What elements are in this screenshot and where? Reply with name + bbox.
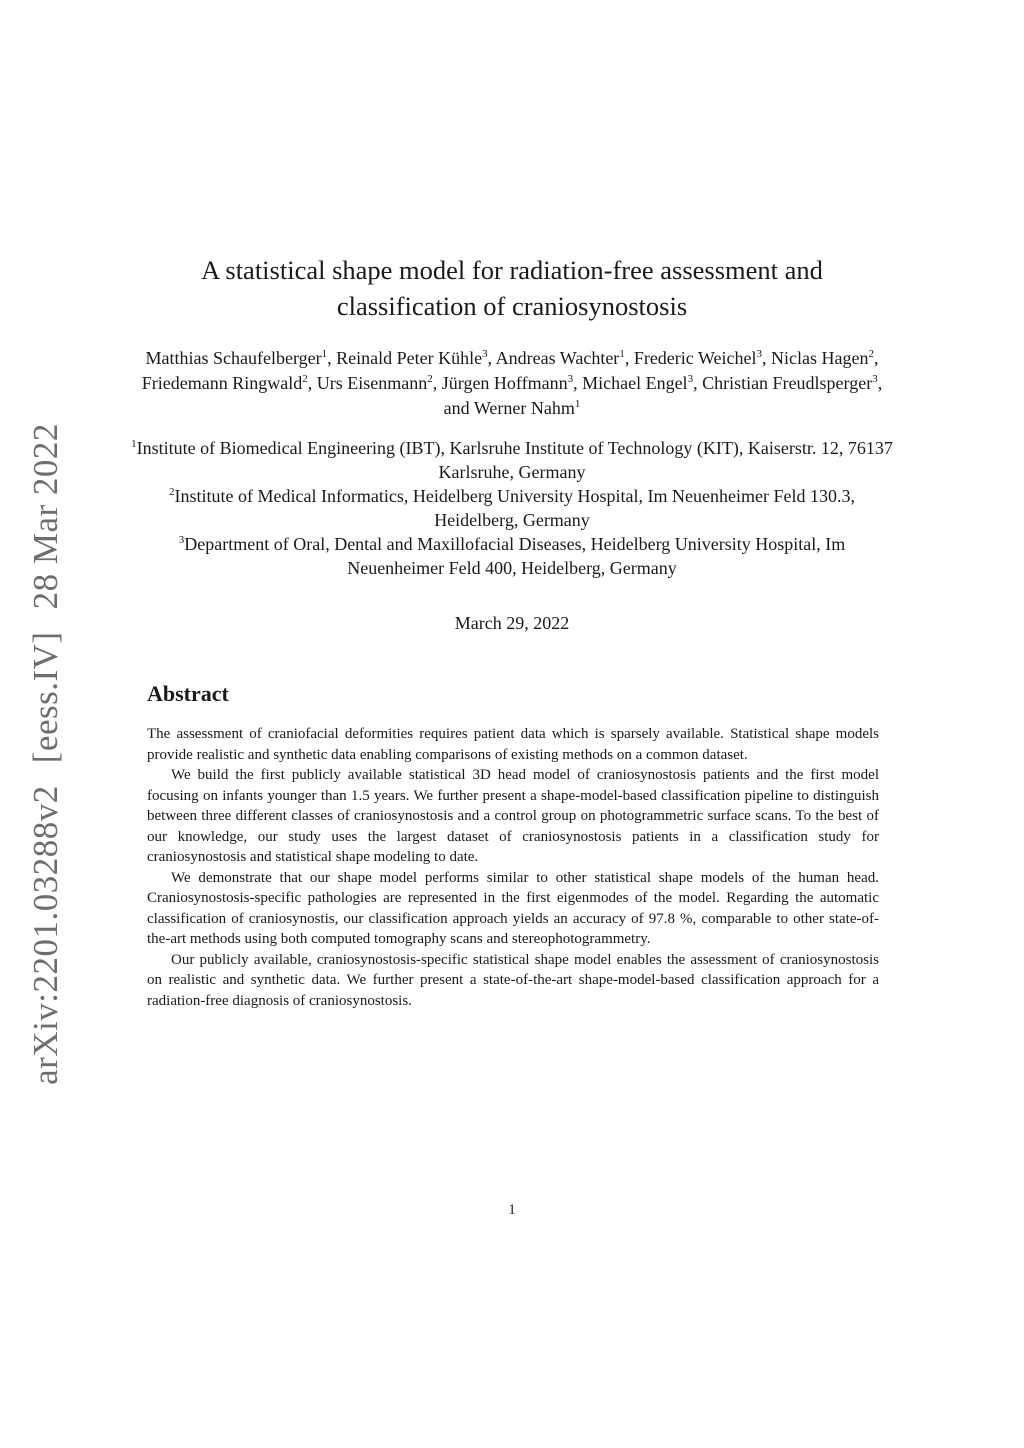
author-separator: , bbox=[693, 373, 703, 393]
author-separator: , bbox=[573, 373, 583, 393]
affiliation-list bbox=[130, 436, 894, 580]
author-list bbox=[140, 346, 884, 421]
affiliation bbox=[130, 484, 894, 532]
author-affiliation-marker: 3 bbox=[482, 348, 488, 360]
author bbox=[474, 398, 581, 418]
affiliation-text: Department of Oral, Dental and Maxillofacial Diseases, Heidelberg University Hospital, Im Neuenheimer Feld 400, Heidelberg, Germany bbox=[184, 534, 846, 578]
arxiv-identifier-stamp bbox=[26, 423, 66, 1085]
abstract-heading: Abstract bbox=[147, 681, 229, 706]
author-separator: , bbox=[487, 348, 496, 368]
paper-title bbox=[140, 252, 884, 324]
abstract-paragraph: We build the first publicly available statistical 3D head model of craniosynostosis patients and the first model focusing on infants younger than 1.5 years. We further present a shape-model-based classification pipeline to distinguish between three different classes of craniosynostosis and a control group on photogrammetric surface scans. To the best of our knowledge, our study uses the largest dataset of craniosynostosis patients in a classification study for craniosynostosis and statistical shape modeling to date. bbox=[147, 767, 879, 865]
author-affiliation-marker: 1 bbox=[574, 398, 581, 410]
author-affiliation-marker: 1 bbox=[619, 348, 625, 360]
author-name: Jürgen Hoffmann bbox=[441, 373, 568, 393]
author-name: Urs Eisenmann bbox=[316, 373, 428, 393]
paper-title-line-1: A statistical shape model for radiation-free assessment and bbox=[201, 255, 823, 285]
arxiv-category: [eess.IV] bbox=[26, 631, 65, 764]
arxiv-date: 28 Mar 2022 bbox=[26, 423, 65, 610]
author bbox=[496, 348, 634, 368]
arxiv-id: arXiv:2201.03288v2 bbox=[26, 785, 65, 1085]
author bbox=[442, 373, 582, 393]
abstract-paragraph: We demonstrate that our shape model performs similar to other statistical shape models of the human head. Craniosynostosis-specific pathologies are represented in the first eigenmodes of the model. Regarding the automatic classification of craniosynostis, our classification approach yields an accuracy of 97.8 %, comparable to other state-of-the-art methods using both computed tomography scans and stereophotogrammetry. bbox=[147, 869, 879, 947]
author-affiliation-marker: 3 bbox=[756, 348, 762, 360]
page-number: 1 bbox=[508, 1202, 516, 1218]
publication-date: March 29, 2022 bbox=[454, 613, 570, 633]
author-separator: , bbox=[307, 373, 317, 393]
author-affiliation-marker: 3 bbox=[872, 373, 878, 385]
author-name: Reinald Peter Kühle bbox=[336, 348, 483, 368]
affiliation bbox=[130, 532, 894, 580]
paper-title-line-2: classification of craniosynostosis bbox=[336, 291, 688, 321]
affiliation-text: Institute of Medical Informatics, Heidelberg University Hospital, Im Neuenheimer Feld 130.3, Heidelberg, Germany bbox=[174, 486, 855, 530]
author-affiliation-marker: 2 bbox=[868, 348, 874, 360]
author-name: Niclas Hagen bbox=[770, 348, 869, 368]
author-name: Friedemann Ringwald bbox=[141, 373, 303, 393]
author bbox=[142, 373, 317, 393]
author-affiliation-marker: 2 bbox=[302, 373, 308, 385]
author-affiliation-marker: 3 bbox=[687, 373, 694, 385]
author-name: Christian Freudlsperger bbox=[702, 373, 873, 393]
author bbox=[771, 348, 878, 368]
author bbox=[317, 373, 442, 393]
author-name: Frederic Weichel bbox=[633, 348, 757, 368]
author-name: Werner Nahm bbox=[473, 398, 575, 418]
abstract-paragraph: Our publicly available, craniosynostosis-specific statistical shape model enables the assessment of craniosynostosis on realistic and synthetic data. We further present a state-of-the-art shape-model-based classification approach for a radiation-free diagnosis of craniosynostosis. bbox=[147, 951, 879, 1009]
author-separator: , bbox=[624, 348, 634, 368]
abstract-body bbox=[147, 724, 879, 1011]
author-name: Matthias Schaufelberger bbox=[145, 348, 322, 368]
affiliation-text: Institute of Biomedical Engineering (IBT), Karlsruhe Institute of Technology (KIT), Kaiserstr. 12, 76137 Karlsruhe, Germany bbox=[136, 438, 893, 482]
affiliation bbox=[130, 436, 894, 484]
author-separator: , and bbox=[443, 373, 883, 418]
abstract-paragraph: The assessment of craniofacial deformities requires patient data which is sparsely available. Statistical shape models provide realistic and synthetic data enabling comparisons of existing methods on a common dataset. bbox=[147, 726, 879, 763]
author-separator: , bbox=[432, 373, 442, 393]
author-separator: , bbox=[873, 348, 879, 368]
author-affiliation-marker: 1 bbox=[321, 348, 328, 360]
author bbox=[582, 373, 702, 393]
author-affiliation-marker: 3 bbox=[567, 373, 574, 385]
author-name: Andreas Wachter bbox=[495, 348, 620, 368]
author-affiliation-marker: 2 bbox=[427, 373, 433, 385]
affiliation-number: 1 bbox=[131, 438, 137, 450]
author-name: Michael Engel bbox=[582, 373, 688, 393]
affiliation-number: 2 bbox=[168, 486, 175, 498]
author bbox=[634, 348, 771, 368]
author-separator: , bbox=[327, 348, 337, 368]
author bbox=[146, 348, 337, 368]
affiliation-number: 3 bbox=[178, 534, 185, 546]
author bbox=[336, 348, 495, 368]
author-separator: , bbox=[761, 348, 771, 368]
